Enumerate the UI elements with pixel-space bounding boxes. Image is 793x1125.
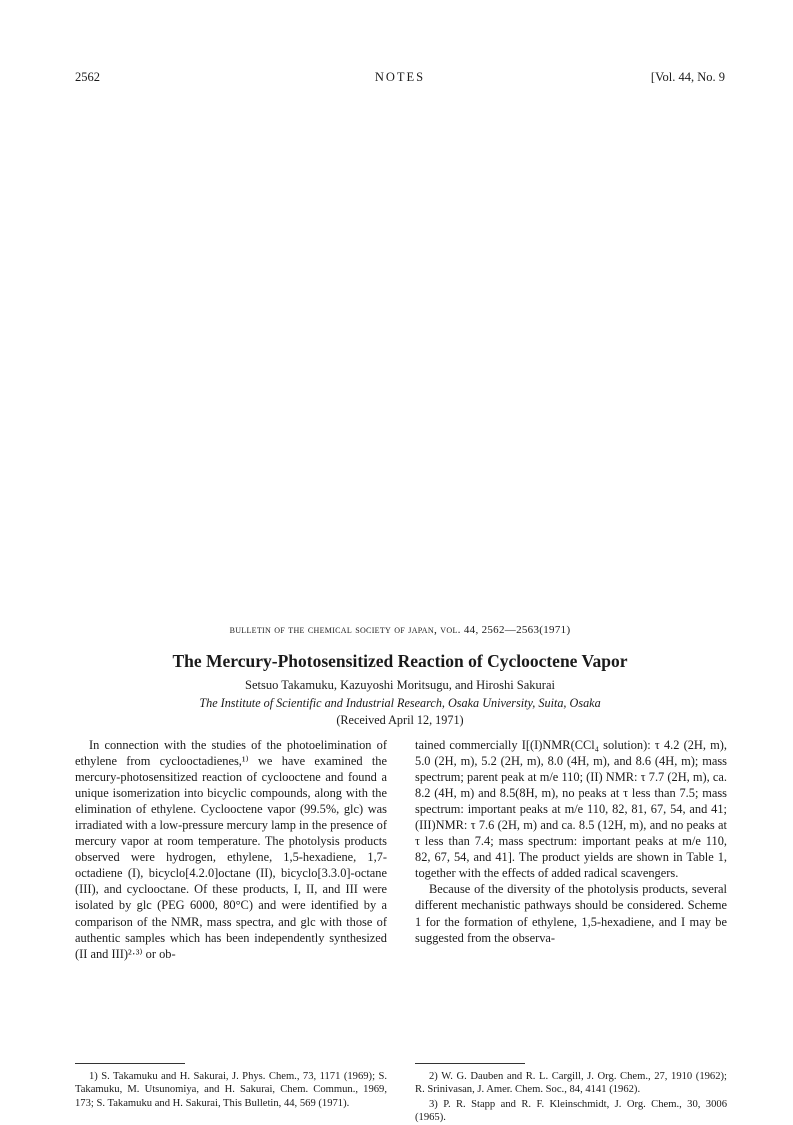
running-head: NOTES [374, 70, 426, 84]
body-paragraph: tained commercially I[(I)NMR(CCl₄ solution): τ 4.2 (2H, m), 5.0 (2H, m), 5.2 (2H, m), 8.0 (4H, m), and 8.6 (4H, m); mass spectrum; parent peak at m/e 110; (II) NMR: τ 7.7 (2H, m), ca. 8.2 (4H, m) and 8.5(8H, m), no peaks at τ less than 7.5; mass spectrum: important peaks at m/e 110, 82, 81, 67, 54, and 41; (III)NMR: τ 7.6 (2H, m) and ca. 8.5 (12H, m), and no peaks at τ less than 7.4; mass spectrum: important peaks at m/e 110, 82, 67, 54, and 41]. The product yields are shown in Table 1, together with the effects of added radical scavengers. [415, 738, 727, 881]
footnote-divider [415, 1063, 525, 1064]
page-number: 2562 [75, 70, 100, 84]
journal-name: bulletin of the chemical society of japan, vol. [229, 624, 461, 636]
received-date: (Received April 12, 1971) [336, 713, 464, 727]
footnote: 2) W. G. Dauben and R. L. Cargill, J. Org. Chem., 27, 1910 (1962); R. Srinivasan, J. Amer. Chem. Soc., 84, 4141 (1962). [415, 1071, 727, 1096]
volume-issue: [Vol. 44, No. 9 [650, 70, 725, 84]
footnote: 1) S. Takamuku and H. Sakurai, J. Phys. Chem., 73, 1171 (1969); S. Takamuku, M. Utsunomiya, and H. Sakurai, Chem. Commun., 1969, 173; S. Takamuku and H. Sakurai, This Bulletin, 44, 569 (1971). [75, 1071, 387, 1109]
footnote: 3) P. R. Stapp and R. F. Kleinschmidt, J. Org. Chem., 30, 3006 (1965). [415, 1098, 727, 1123]
body-paragraph: In connection with the studies of the photoelimination of ethylene from cyclooctadienes,¹⁾ we have examined the mercury-photosensitized reaction of cyclooctene and found a unique isomerization into bicyclic compounds, along with the elimination of ethylene. Cyclooctene vapor (99.5%, glc) was irradiated with a low-pressure mercury lamp in the presence of mercury vapor at room temperature. The photolysis products observed were hydrogen, ethylene, 1,5-hexadiene, 1,7-octadiene (I), bicyclo[4.2.0]octane (II), bicyclo[3.3.0]-octane (III), and cyclooctane. Of these products, I, II, and III were isolated by glc (PEG 6000, 80°C) and were identified by a comparison of the NMR, mass spectra, and glc with those of authentic samples which has been independently synthesized (II and III)²·³⁾ or ob- [75, 738, 387, 961]
body-column-right [415, 737, 727, 946]
journal-citation-numbers: 44, 2562—2563(1971) [460, 624, 571, 636]
journal-citation [75, 624, 725, 636]
footnotes-left [75, 1070, 387, 1111]
footnotes-right [415, 1070, 727, 1125]
body-paragraph: Because of the diversity of the photolysis products, several different mechanistic pathways should be considered. Scheme 1 for the formation of ethylene, 1,5-hexadiene, and I may be suggested from the observa- [415, 882, 727, 945]
body-column-left [75, 737, 387, 962]
footnote-divider [75, 1063, 185, 1064]
article-title: The Mercury-Photosensitized Reaction of Cyclooctene Vapor [172, 651, 628, 671]
page-header [75, 70, 725, 88]
author-list: Setsuo Takamuku, Kazuyoshi Moritsugu, and Hiroshi Sakurai [245, 678, 555, 692]
affiliation: The Institute of Scientific and Industrial Research, Osaka University, Suita, Osaka [199, 696, 601, 710]
